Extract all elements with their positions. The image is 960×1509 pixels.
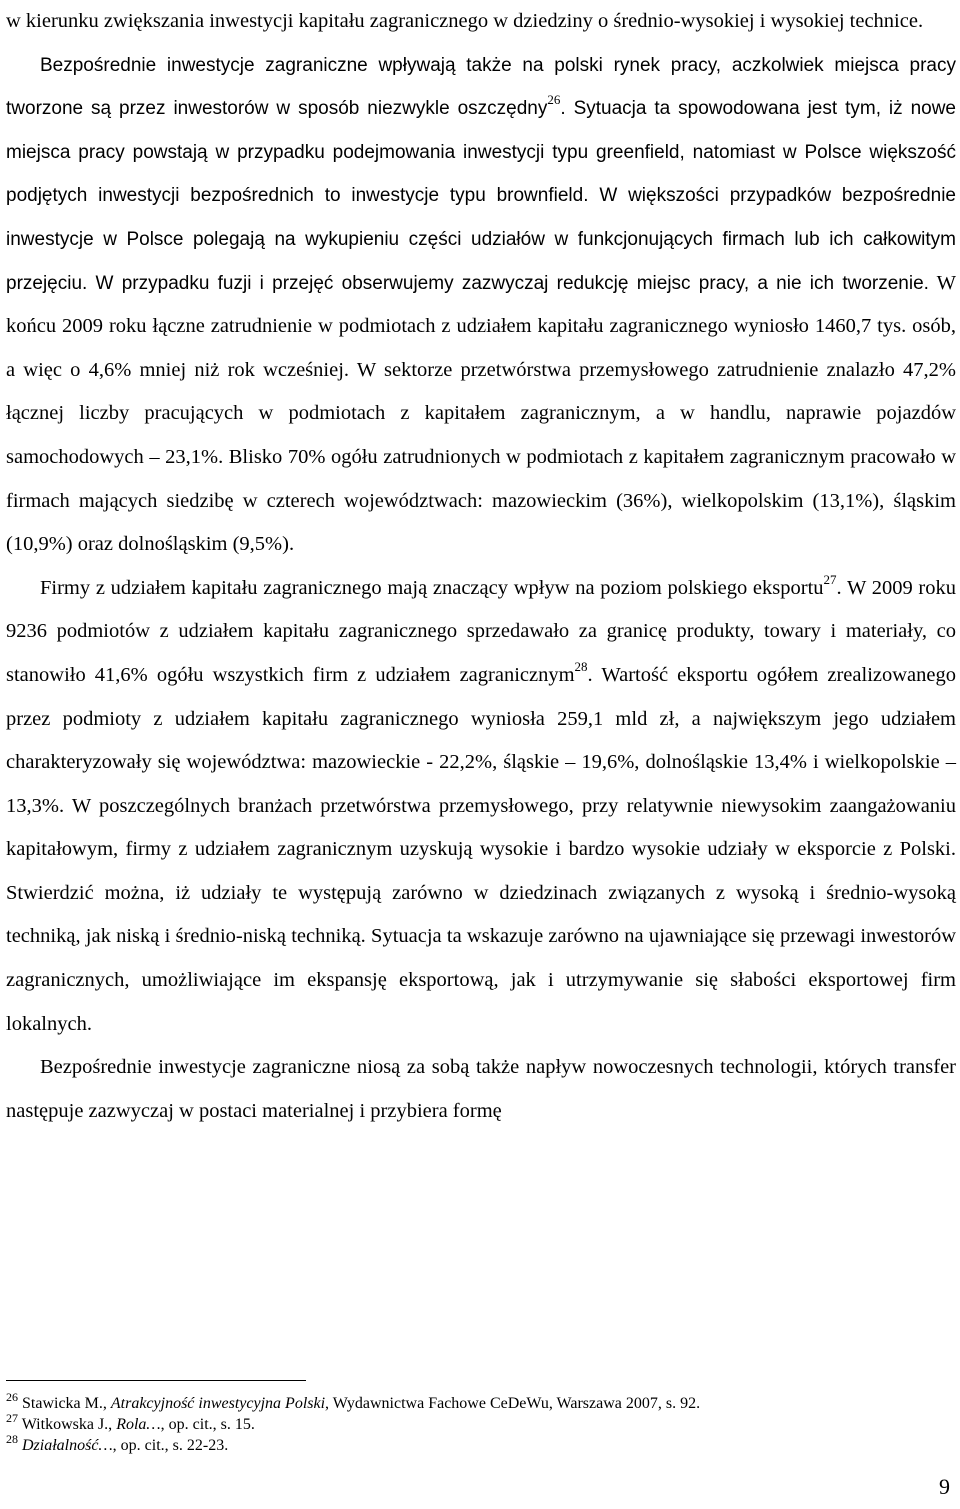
paragraph [6, 0, 956, 44]
footnote-text: Witkowska J., [21, 1416, 117, 1433]
document-body [6, 0, 956, 1133]
paragraph [6, 44, 956, 567]
footnote-number: 26 [6, 1389, 18, 1404]
footnote-list [6, 1389, 956, 1456]
paragraph-text: . W 2009 roku 9236 podmiotów z udziałem kapitału zagranicznego sprzedawało za granicę produkty, towary i materiały, co stanowiło 41,6% ogółu wszystkich firm z udziałem zagranicznym [6, 576, 956, 686]
paragraph-text: . Sytuacja ta spowodowana jest tym, iż nowe miejsca pracy powstają w przypadku podejmowania inwestycji typu greenfield, natomiast w Polsce większość podjętych inwestycji bezpośrednich to inwestycje typu brownfield. [6, 98, 956, 207]
footnote [6, 1389, 956, 1414]
footnote-text: , Wydawnictwa Fachowe CeDeWu, Warszawa 2007, s. 92. [325, 1395, 701, 1412]
footnote-reference: 27 [823, 571, 837, 587]
paragraph-text: Bezpośrednie inwestycje zagraniczne niosą za sobą także napływ nowoczesnych technologii, których transfer następuje zazwyczaj w postaci materialnej i przybiera formę [6, 1056, 956, 1122]
footnote-text: Stawicka M., [22, 1395, 111, 1412]
paragraph-text: W końcu 2009 roku łączne zatrudnienie w podmiotach z udziałem kapitału zagranicznego wyniosło 1460,7 tys. osób, a więc o 4,6% mniej niż rok wcześniej. W sektorze przetwórstwa przemysłowego zatrudnienie znalazło 47,2% łącznej liczby pracujących w podmiotach z kapitałem zagranicznym, a w handlu, naprawie pojazdów samochodowych – 23,1%. Blisko 70% ogółu zatrudnionych w podmiotach z kapitałem zagranicznym pracowało w firmach mających siedzibę w czterech województwach: mazowieckim (36%), wielkopolskim (13,1%), śląskim (10,9%) oraz dolnośląskim (9,5%). [6, 271, 956, 556]
paragraph [6, 567, 956, 1047]
footnote-reference: 26 [547, 92, 561, 108]
footnote-reference: 28 [574, 659, 588, 675]
footnote-text: , op. cit., s. 22-23. [112, 1437, 229, 1454]
footnote-title: Atrakcyjność inwestycyjna Polski [110, 1395, 326, 1412]
footnote-number: 28 [6, 1431, 18, 1446]
paragraph-text: W większości przypadków bezpośrednie inwestycje w Polsce polegają na wykupieniu części udziałów w funkcjonujących firmach lub ich całkowitym przejęciu. W przypadku fuzji i przejęć obserwujemy zazwyczaj redukcję miejsc pracy, a nie ich tworzenie. [6, 185, 956, 294]
footnote-number: 27 [6, 1410, 18, 1425]
footnote-title: Działalność… [22, 1437, 113, 1454]
footnote-title: Rola… [116, 1416, 161, 1433]
footnote-separator [6, 1380, 306, 1381]
paragraph-text: Firmy z udziałem kapitału zagranicznego mają znaczący wpływ na poziom polskiego eksportu [40, 576, 824, 599]
paragraph-text: . Wartość eksportu ogółem zrealizowanego przez podmioty z udziałem kapitału zagranicznego wyniosła 259,1 mld zł, a największym jego udziałem charakteryzowały się województwa: mazowieckie - 22,2%, śląskie – 19,6%, dolnośląskie 13,4% i wielkopolskie – 13,3%. W poszczególnych branżach przetwórstwa przemysłowego, przy relatywnie niewysokim zaangażowaniu kapitałowym, firmy z udziałem zagranicznym uzyskują wysokie i bardzo wysokie udziały w eksporcie z Polski. Stwierdzić można, iż udziały te występują zarówno w dziedzinach związanych z wysoką i średnio-wysoką techniką, jak niską i średnio-niską techniką. Sytuacja ta wskazuje zarówno na ujawniające się przewagi inwestorów zagranicznych, umożliwiające im ekspansję eksportową, jak i utrzymywanie się słabości eksportowej firm lokalnych. [6, 663, 956, 1035]
footnote [6, 1431, 956, 1456]
paragraph-text: Bezpośrednie inwestycje zagraniczne wpływają także na polski rynek pracy, aczkolwiek miejsca pracy tworzone są przez inwestorów w sposób niezwykle oszczędny [6, 54, 956, 120]
footnote [6, 1410, 956, 1435]
footnotes [6, 1380, 956, 1456]
paragraph [6, 1046, 956, 1133]
footnote-text: , op. cit., s. 15. [160, 1416, 255, 1433]
paragraph-text: w kierunku zwiększania inwestycji kapitału zagranicznego w dziedziny o średnio-wysokiej i wysokiej technice. [6, 10, 924, 32]
page-number: 9 [939, 1474, 950, 1499]
